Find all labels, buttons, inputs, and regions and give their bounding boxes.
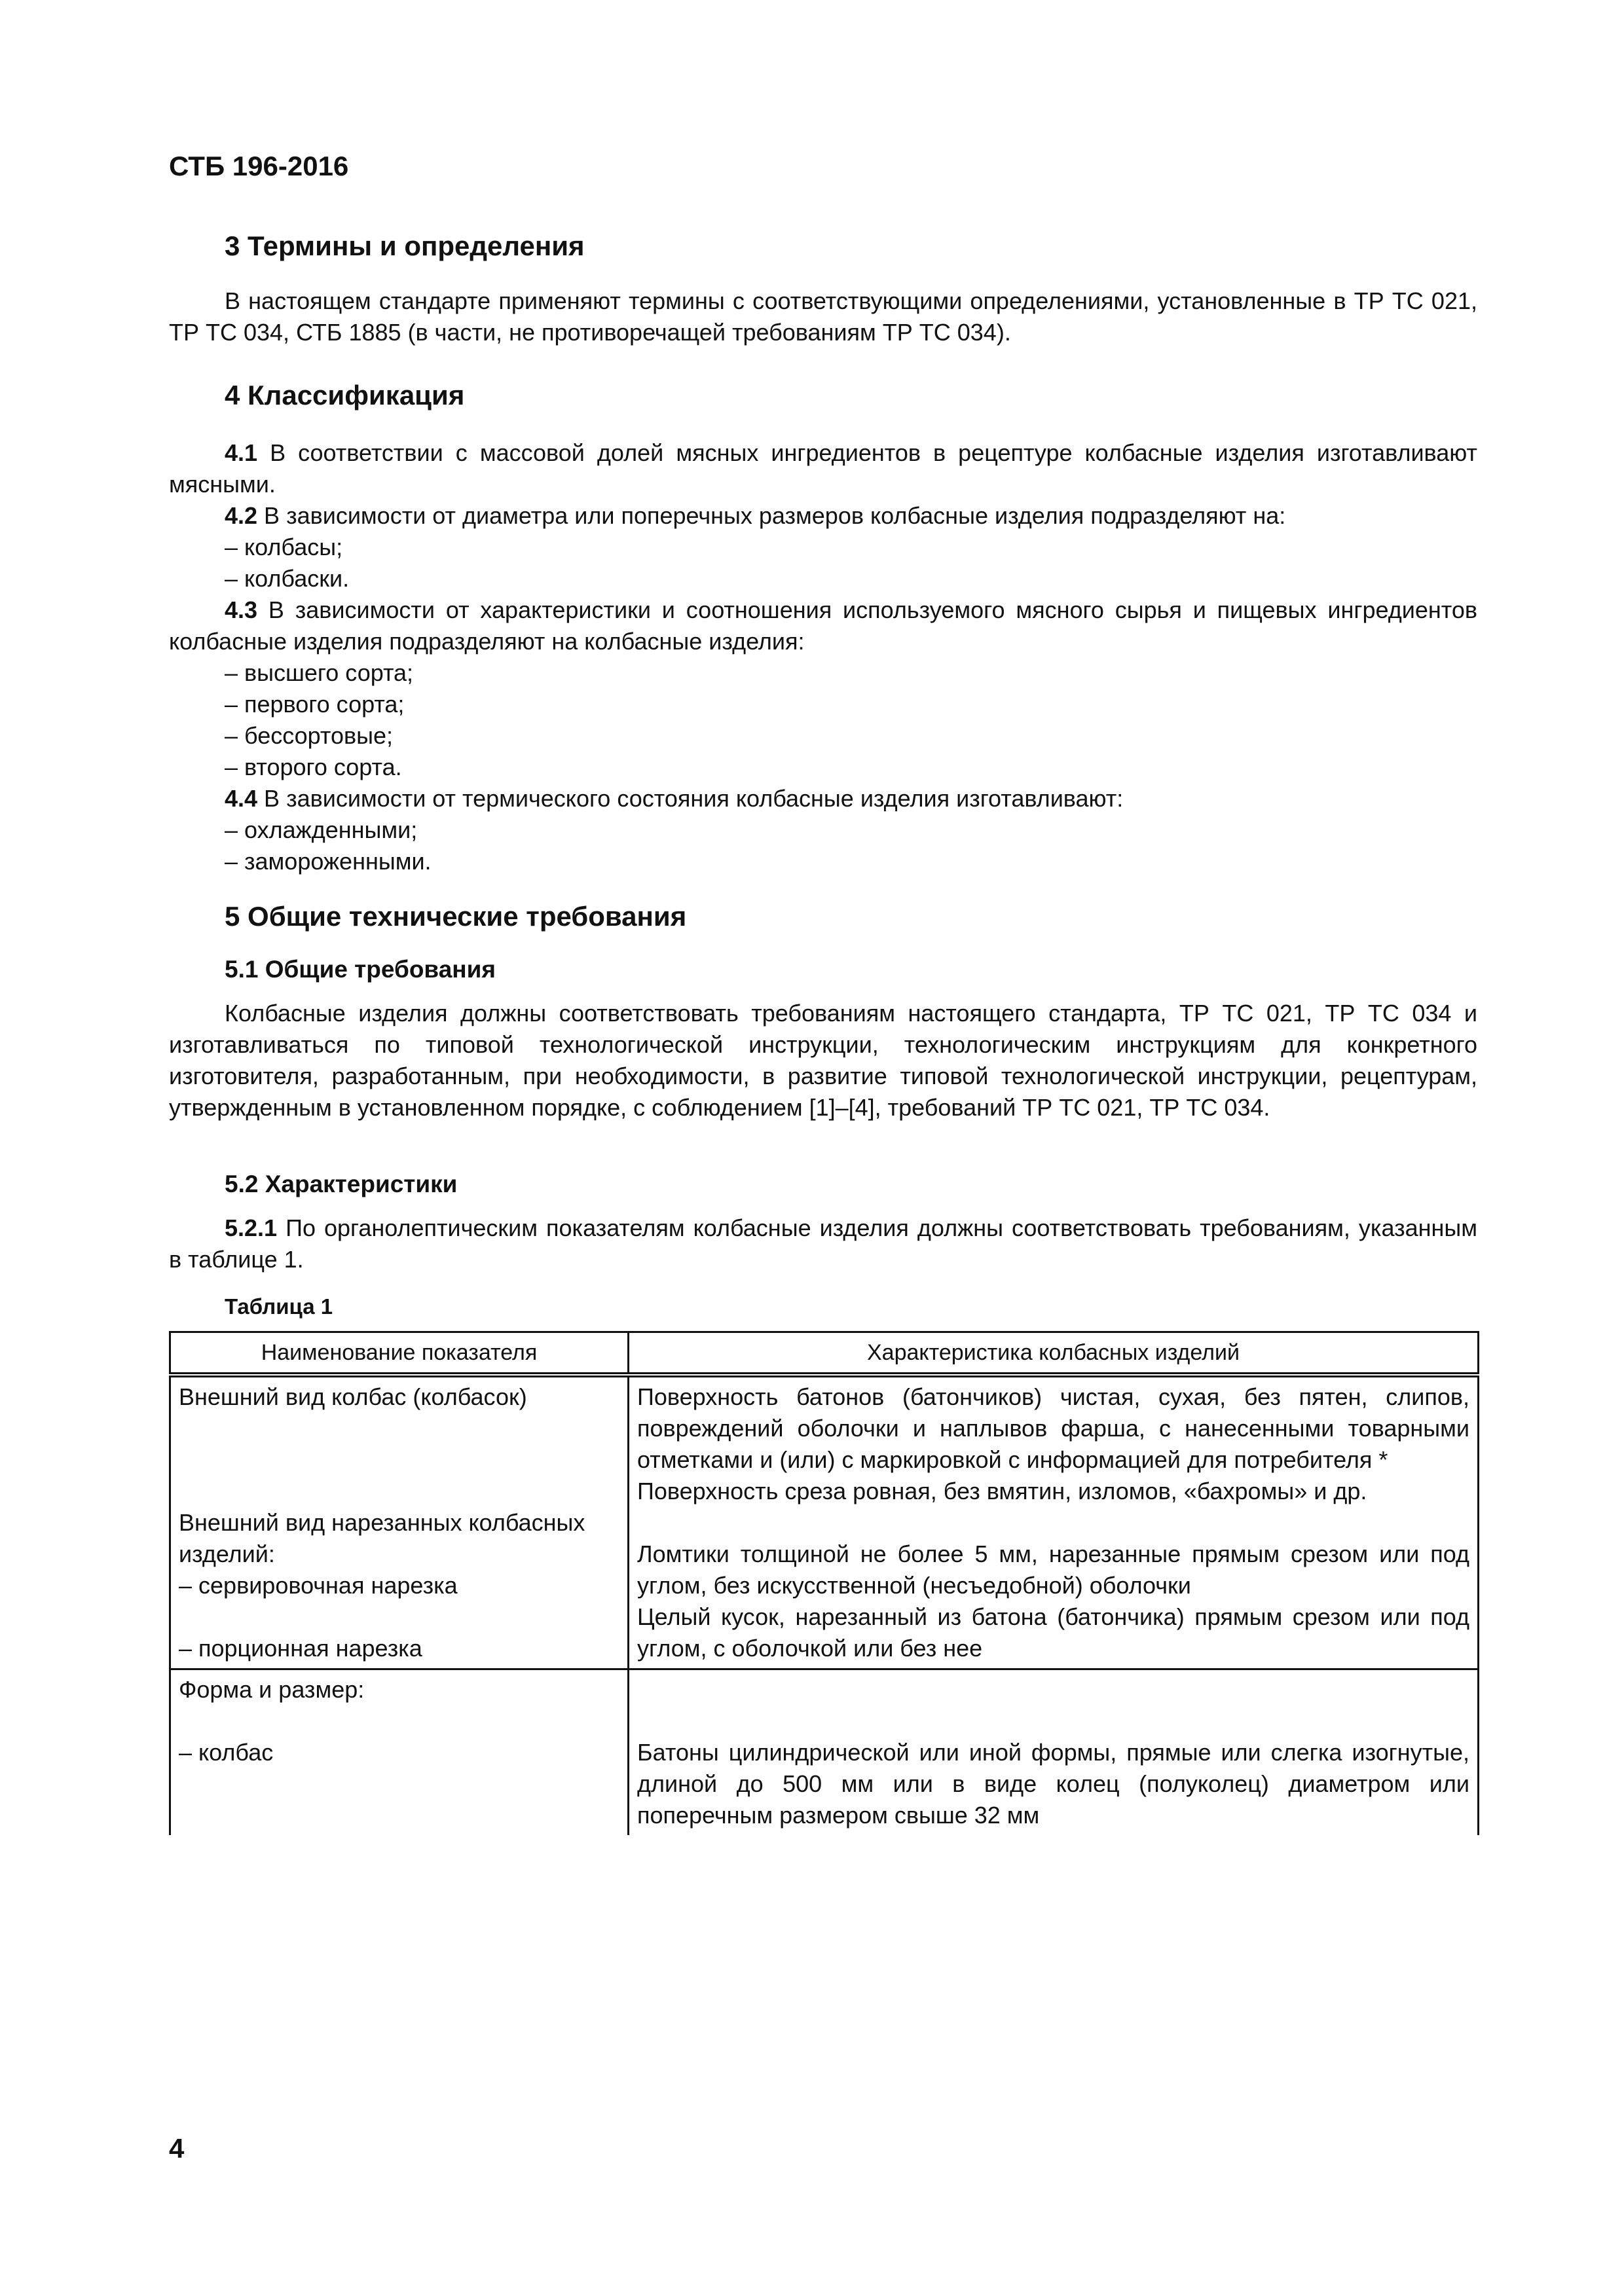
subsection-5-2-title: 5.2 Характеристики — [225, 1171, 458, 1197]
table-cell — [170, 1375, 629, 1669]
table-header-row — [170, 1332, 1479, 1376]
section-3-text: В настоящем стандарте применяют термины с соответствующими определениями, установленные в ТР ТС 021, ТР ТС 034, СТБ 1885 (в части, не противоречащей требованиям ТР ТС 034). — [169, 287, 1477, 346]
clause-4-4-text: В зависимости от термического состояния колбасные изделия изготавливают: — [257, 785, 1124, 812]
section-4-title: 4 Классификация — [225, 380, 465, 410]
clause-4-3 — [169, 594, 1477, 657]
section-5-title: 5 Общие технические требования — [225, 901, 687, 932]
document-code: СТБ 196-2016 — [169, 151, 349, 181]
list-item: – колбасы; — [225, 534, 343, 560]
table-cell — [629, 1375, 1479, 1669]
cell-line: Форма и размер: — [179, 1676, 365, 1703]
subsection-5-1-text: Колбасные изделия должны соответствовать требованиям настоящего стандарта, ТР ТС 021, ТР ТС 034 и изготавливаться по типовой технологической инструкции, технологическим инструкциям для конкретного изготовителя, разработанным, при необходимости, в развитие типовой технологической инструкции, рецептурам, утвержденным в установленном порядке, с соблюдением [1]–[4], требований ТР ТС 021, ТР ТС 034. — [169, 1000, 1477, 1121]
cell-line: Батоны цилиндрической или иной формы, прямые или слегка изогнутые, длиной до 500 мм или в виде колец (полуколец) диаметром или поперечным размером свыше 32 мм — [637, 1739, 1469, 1829]
list-item: – замороженными. — [225, 848, 432, 875]
clause-4-4 — [225, 783, 1123, 814]
page-number: 4 — [169, 2133, 185, 2164]
subsection-5-1-title: 5.1 Общие требования — [225, 956, 496, 983]
clause-4-2-text: В зависимости от диаметра или поперечных размеров колбасные изделия подразделяют на: — [257, 502, 1286, 529]
cell-line: Целый кусок, нарезанный из батона (батончика) прямым срезом или под углом, с оболочкой или без нее — [637, 1603, 1469, 1662]
cell-line: Поверхность среза ровная, без вмятин, изломов, «бахромы» и др. — [637, 1478, 1367, 1504]
column-header: Наименование показателя — [170, 1332, 629, 1376]
table-caption: Таблица 1 — [225, 1294, 333, 1319]
table-1 — [169, 1331, 1479, 1835]
table-row — [170, 1669, 1479, 1836]
clause-5-2-1-text: По органолептическим показателям колбасные изделия должны соответствовать требованиям, указанным в таблице 1. — [169, 1214, 1477, 1273]
cell-line: Внешний вид нарезанных колбасных изделий: — [179, 1509, 585, 1567]
clause-4-1-text: В соответствии с массовой долей мясных ингредиентов в рецептуре колбасные изделия изготавливают мясными. — [169, 439, 1477, 498]
cell-line: – колбас — [179, 1739, 274, 1766]
clause-5-2-1 — [169, 1212, 1477, 1275]
list-item: – первого сорта; — [225, 691, 405, 718]
clause-4-4-number: 4.4 — [225, 785, 258, 812]
clause-4-1-number: 4.1 — [225, 439, 258, 466]
cell-line: Поверхность батонов (батончиков) чистая, сухая, без пятен, слипов, повреждений оболочки и наплывов фарша, с нанесенными товарными отметками и (или) с маркировкой с информацией для потребителя * — [637, 1383, 1469, 1473]
list-item: – высшего сорта; — [225, 659, 414, 686]
table-cell — [170, 1669, 629, 1836]
list-item: – второго сорта. — [225, 754, 402, 780]
cell-line: Ломтики толщиной не более 5 мм, нарезанные прямым срезом или под углом, без искусственной (несъедобной) оболочки — [637, 1540, 1469, 1599]
section-3-title: 3 Термины и определения — [225, 230, 585, 261]
cell-line: – порционная нарезка — [179, 1635, 422, 1662]
clause-4-3-text: В зависимости от характеристики и соотношения используемого мясного сырья и пищевых ингредиентов колбасные изделия подразделяют на колбасные изделия: — [169, 596, 1477, 655]
clause-4-1 — [169, 437, 1477, 500]
cell-line: – сервировочная нарезка — [179, 1572, 458, 1599]
clause-4-2 — [225, 500, 1285, 532]
list-item: – охлажденными; — [225, 816, 418, 843]
clause-4-3-number: 4.3 — [225, 596, 258, 623]
list-item: – колбаски. — [225, 565, 350, 592]
table-cell — [629, 1669, 1479, 1836]
cell-line: Внешний вид колбас (колбасок) — [179, 1383, 527, 1410]
column-header: Характеристика колбасных изделий — [629, 1332, 1479, 1376]
clause-5-2-1-number: 5.2.1 — [225, 1214, 278, 1241]
list-item: – бессортовые; — [225, 722, 394, 749]
clause-4-2-number: 4.2 — [225, 502, 258, 529]
table-row — [170, 1375, 1479, 1669]
